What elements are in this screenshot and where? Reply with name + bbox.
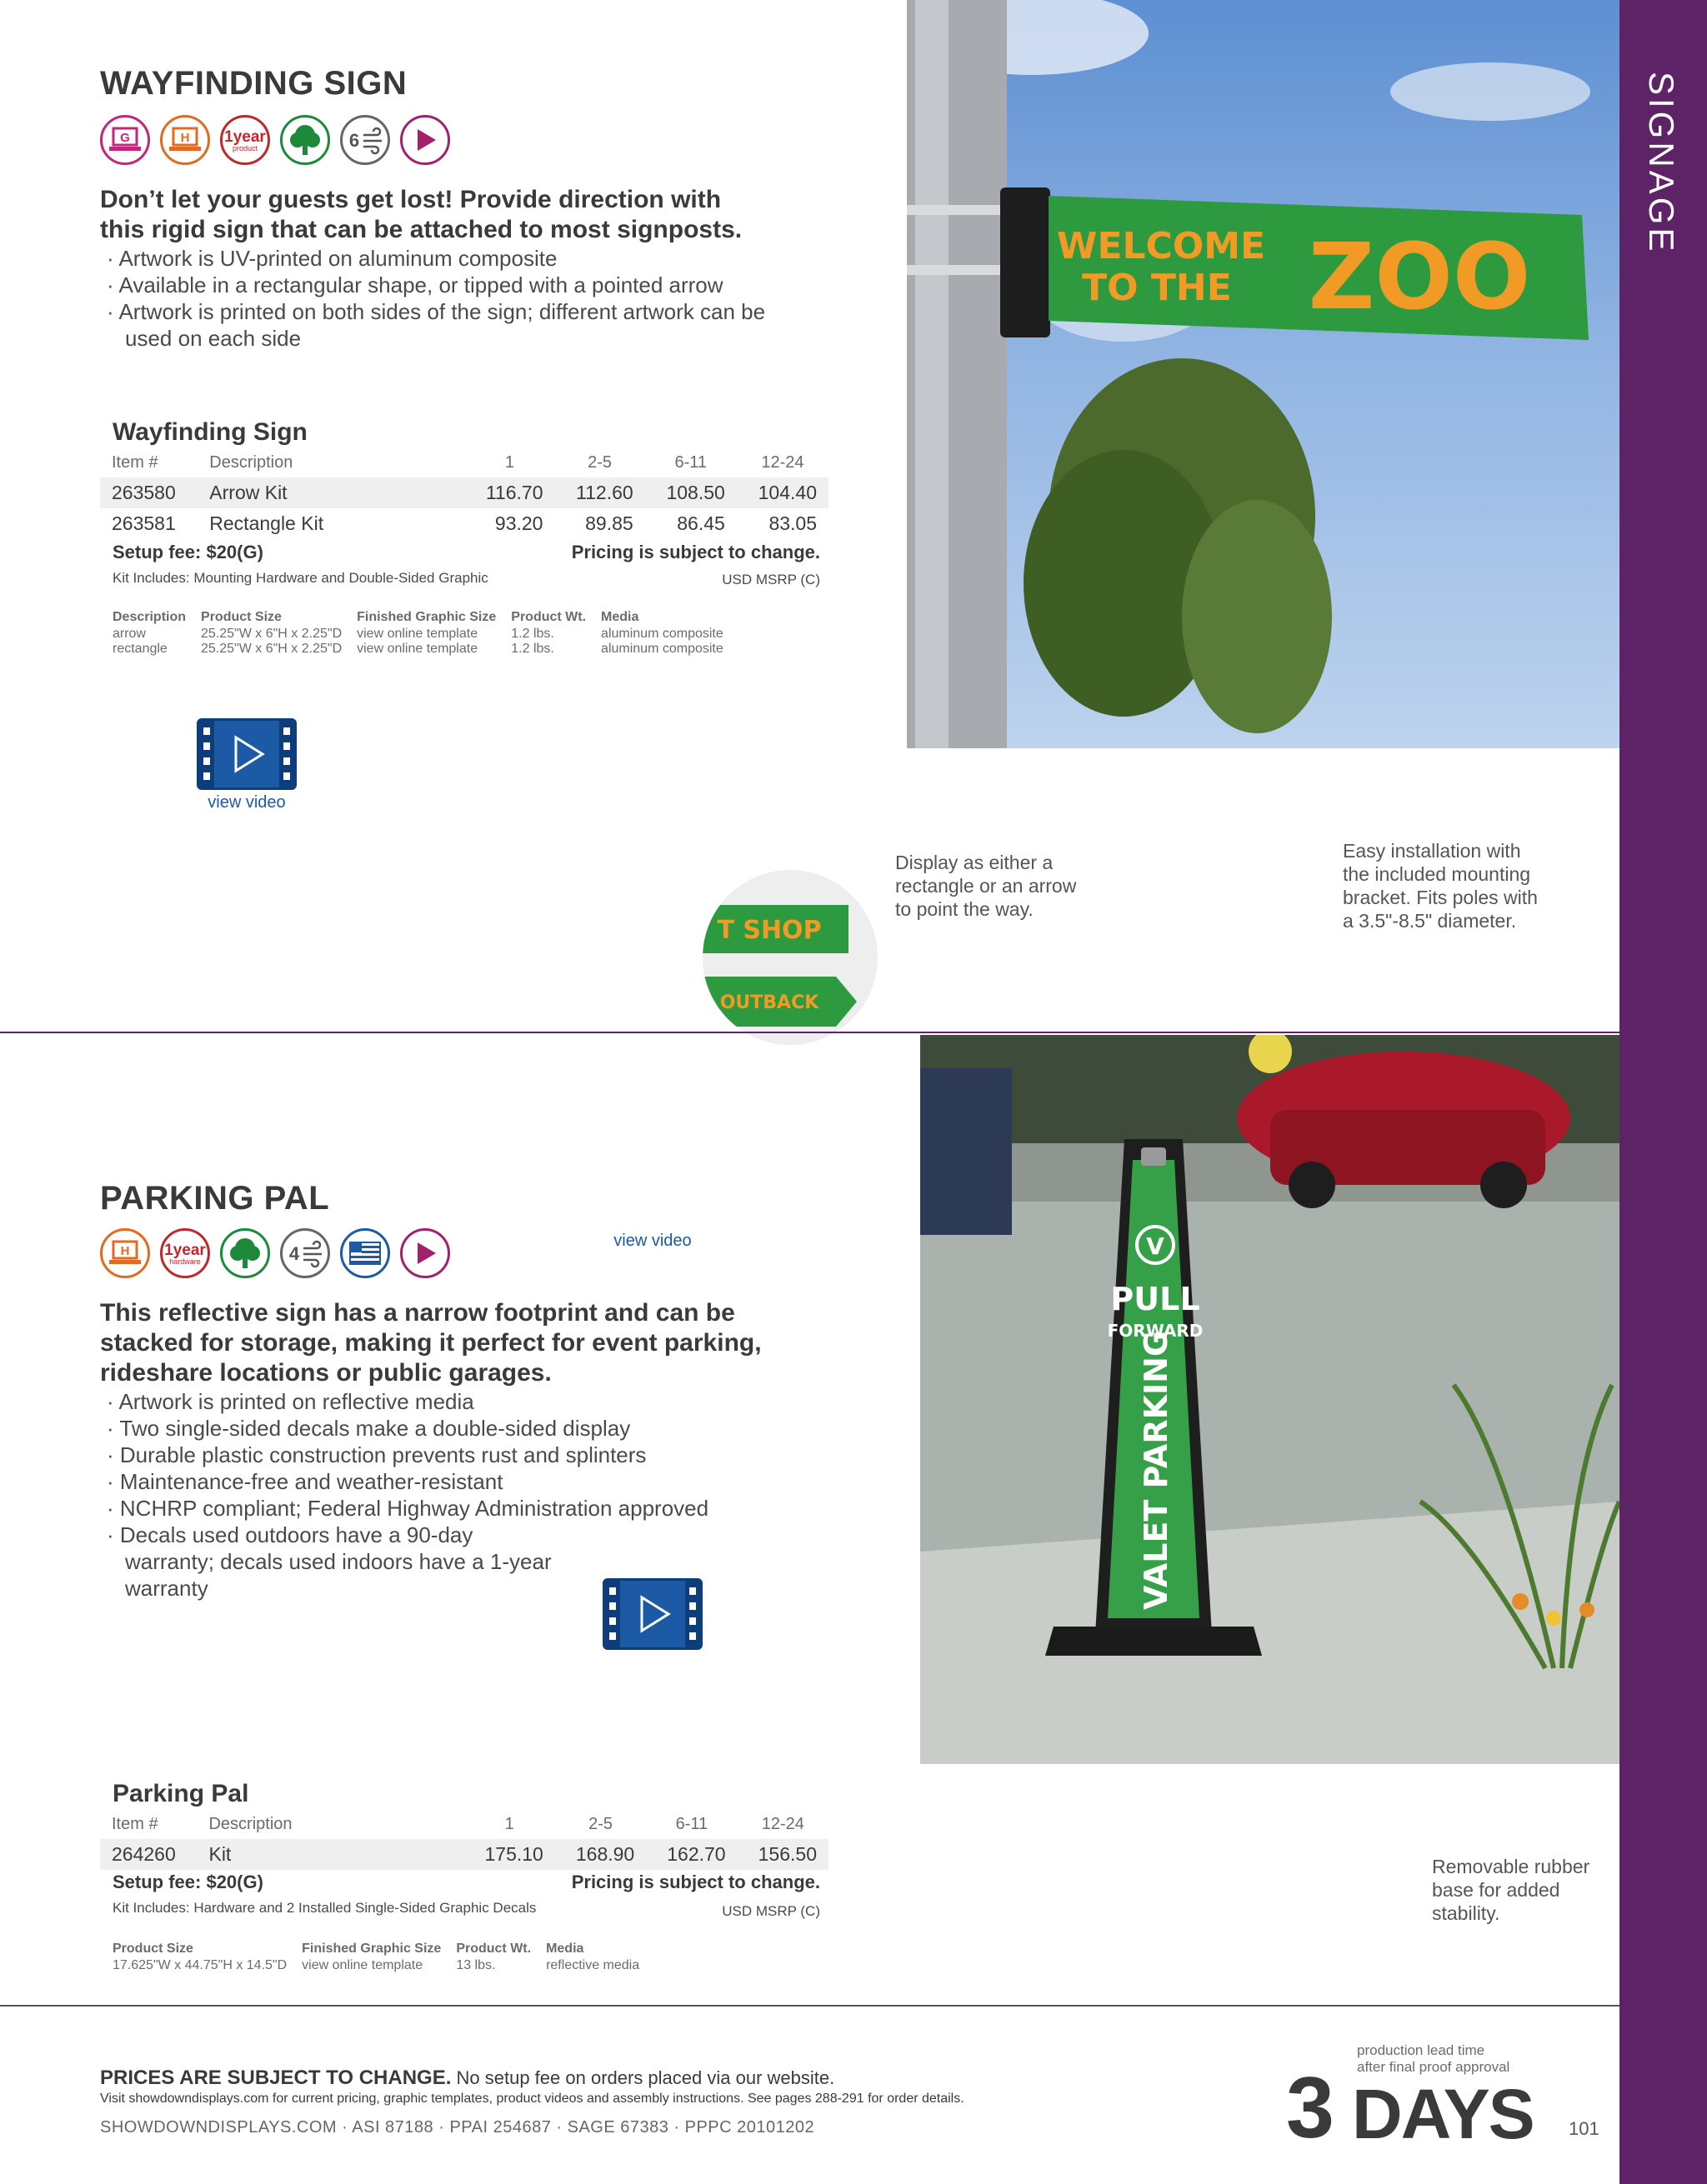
bullet-item: · Available in a rectangular shape, or tipped with a pointed arrow <box>100 272 767 298</box>
table-header-row <box>100 450 828 477</box>
col-item: Item # <box>112 453 158 472</box>
spec-col: Media <box>601 610 639 624</box>
cell: 86.45 <box>677 512 725 534</box>
parking-setup-fee: Setup fee: $20(G) <box>113 1872 263 1892</box>
spec-col: Product Wt. <box>456 1942 532 1956</box>
spec-cell: view online template <box>302 1958 423 1972</box>
cell: 108.50 <box>645 477 737 508</box>
footer-headline <box>100 2067 834 2090</box>
bullet-item: · Maintenance-free and weather-resistant <box>100 1468 783 1495</box>
tree-icon <box>220 1228 270 1278</box>
parking-currency: USD MSRP (C) <box>722 1903 820 1919</box>
rubber-base-caption: Removable rubber base for added stability. <box>1432 1856 1590 1924</box>
table-row <box>100 508 828 539</box>
bullet-item: · Artwork is printed on reflective media <box>100 1388 783 1415</box>
spec-col: Product Wt. <box>511 610 587 624</box>
bullet-item: · Durable plastic construction prevents rust and splinters <box>100 1442 783 1468</box>
cell: 175.10 <box>463 1839 554 1870</box>
cell: 89.85 <box>585 512 633 534</box>
spec-col: Finished Graphic Size <box>302 1942 442 1956</box>
parking-pricing-note: Pricing is subject to change. <box>571 1872 820 1892</box>
wayfinding-video-button[interactable] <box>197 718 297 790</box>
spec-row <box>113 627 738 642</box>
cell: 263581 <box>112 512 176 534</box>
spec-cell: 1.2 lbs. <box>511 627 554 641</box>
lead-time-word: DAYS <box>1352 2075 1534 2153</box>
cell: 156.50 <box>738 1839 828 1870</box>
spec-cell: aluminum composite <box>601 627 723 641</box>
h-laptop-icon <box>160 115 210 165</box>
spec-col: Description <box>113 610 187 624</box>
wind-6-icon <box>340 115 390 165</box>
svg-text:6: 6 <box>348 130 360 151</box>
col-qty-2-5: 2-5 <box>588 453 613 472</box>
lead-time-number: 3 <box>1286 2060 1334 2157</box>
cell: Rectangle Kit <box>209 512 324 534</box>
spec-cell: aluminum composite <box>601 642 723 656</box>
spec-cell: 13 lbs. <box>456 1958 496 1972</box>
lead-time-line: production lead time <box>1357 2042 1485 2058</box>
cell: 116.70 <box>464 477 554 508</box>
cell: 162.70 <box>646 1839 737 1870</box>
spec-col: Finished Graphic Size <box>357 610 497 624</box>
svg-text:T SHOP: T SHOP <box>717 916 822 945</box>
col-qty-1: 1 <box>504 1815 514 1833</box>
footer-sub: Visit showdowndisplays.com for current pricing, graphic templates, product videos and assembly instructions. See pages 288-291 for order details. <box>100 2092 964 2106</box>
spec-header-row <box>113 610 738 627</box>
spec-header-row <box>113 1942 654 1958</box>
side-band <box>1619 0 1707 2184</box>
lead-time-line: after final proof approval <box>1357 2059 1510 2075</box>
spec-col: Product Size <box>113 1942 193 1956</box>
footer-headline-bold: PRICES ARE SUBJECT TO CHANGE. <box>100 2067 452 2089</box>
spec-col: Media <box>546 1942 584 1956</box>
wayfinding-kit-includes: Kit Includes: Mounting Hardware and Double-Sided Graphic <box>113 570 488 586</box>
parking-video-label[interactable]: view video <box>613 1232 692 1250</box>
cell: 112.60 <box>554 477 644 508</box>
one-year-hardware-icon <box>160 1228 210 1278</box>
col-item: Item # <box>112 1815 158 1833</box>
table-row <box>100 1839 828 1870</box>
cell: 93.20 <box>494 512 543 534</box>
wayfinding-badge-row <box>100 115 450 165</box>
svg-text:V: V <box>1146 1232 1164 1260</box>
parking-price-table <box>100 1812 828 1870</box>
parking-title: PARKING PAL <box>100 1180 330 1217</box>
spec-col: Product Size <box>201 610 282 624</box>
svg-text:1year: 1year <box>224 128 266 146</box>
footer-ids: SHOWDOWNDISPLAYS.COM · ASI 87188 · PPAI 254687 · SAGE 67383 · PPPC 20101202 <box>100 2118 815 2137</box>
spec-cell: 17.625"W x 44.75"H x 14.5"D <box>113 1958 288 1972</box>
h-laptop-icon <box>100 1228 150 1278</box>
svg-text:product: product <box>232 144 258 152</box>
svg-text:TO THE: TO THE <box>1082 267 1232 309</box>
spec-cell: 1.2 lbs. <box>511 642 554 656</box>
cell: 83.05 <box>768 512 817 534</box>
wayfinding-setup-fee: Setup fee: $20(G) <box>113 542 263 562</box>
wind-4-icon <box>280 1228 330 1278</box>
spec-cell: 25.25"W x 6"H x 2.25"D <box>201 642 343 656</box>
svg-text:WELCOME: WELCOME <box>1056 225 1266 267</box>
wayfinding-video-label[interactable]: view video <box>208 793 286 812</box>
wayfinding-bullets <box>100 245 767 352</box>
spec-row <box>113 642 738 657</box>
col-description: Description <box>208 1815 293 1833</box>
usa-flag-icon <box>340 1228 390 1278</box>
col-qty-2-5: 2-5 <box>588 1815 613 1833</box>
parking-kit-includes: Kit Includes: Hardware and 2 Installed Single-Sided Graphic Decals <box>113 1900 537 1916</box>
side-band-label: SIGNAGE <box>1642 72 1681 255</box>
wayfinding-price-table <box>100 450 828 539</box>
footer-divider <box>0 2005 1619 2007</box>
table-header-row <box>100 1812 828 1839</box>
g-laptop-icon <box>100 115 150 165</box>
parking-photo <box>920 1035 1619 1764</box>
bullet-item: · Artwork is UV-printed on aluminum composite <box>100 245 767 272</box>
play-icon[interactable] <box>400 115 450 165</box>
parking-bullets <box>100 1388 783 1602</box>
spec-cell: reflective media <box>546 1958 640 1972</box>
bullet-item: · Two single-sided decals make a double-sided display <box>100 1415 783 1442</box>
mounting-bracket-caption: Easy installation with the included mounting bracket. Fits poles with a 3.5"-8.5" diameter. <box>1343 840 1538 932</box>
one-year-product-icon <box>220 115 270 165</box>
svg-text:1year: 1year <box>164 1242 206 1259</box>
parking-table-title: Parking Pal <box>113 1780 249 1807</box>
spec-cell: view online template <box>357 642 478 656</box>
col-qty-12-24: 12-24 <box>761 1815 804 1833</box>
svg-text:hardware: hardware <box>169 1257 201 1266</box>
cell: 104.40 <box>737 477 828 508</box>
section-divider <box>0 1032 1619 1033</box>
spec-cell: 25.25"W x 6"H x 2.25"D <box>201 627 343 641</box>
footer-headline-rest: No setup fee on orders placed via our website. <box>451 2067 835 2088</box>
arrow-rectangle-caption: Display as either a rectangle or an arrow to point the way. <box>895 852 1077 920</box>
wayfinding-table-title: Wayfinding Sign <box>113 418 308 446</box>
col-qty-6-11: 6-11 <box>675 1815 708 1833</box>
cell: Arrow Kit <box>198 477 464 508</box>
svg-text:FORWARD: FORWARD <box>1107 1321 1204 1341</box>
svg-text:H: H <box>180 131 190 145</box>
spec-row <box>113 1958 654 1973</box>
spec-cell: rectangle <box>113 642 168 656</box>
parking-badge-row <box>100 1228 450 1278</box>
svg-text:OUTBACK: OUTBACK <box>719 992 819 1013</box>
play-icon[interactable] <box>400 1228 450 1278</box>
bullet-item: · NCHRP compliant; Federal Highway Administration approved <box>100 1495 783 1522</box>
svg-text:VALET PARKING: VALET PARKING <box>1138 1330 1174 1610</box>
cell: 264260 <box>100 1839 197 1870</box>
spec-cell: arrow <box>113 627 147 641</box>
cell: 168.90 <box>555 1839 646 1870</box>
cell: Kit <box>197 1839 463 1870</box>
bullet-item: · Decals used outdoors have a 90-day warranty; decals used indoors have a 1-year warranty <box>100 1522 567 1602</box>
wayfinding-spec-table <box>113 610 738 657</box>
table-row <box>100 477 828 508</box>
lead-time-caption <box>1357 2042 1509 2076</box>
spec-cell: view online template <box>357 627 478 641</box>
page-number: 101 <box>1569 2118 1599 2139</box>
wayfinding-pricing-note: Pricing is subject to change. <box>571 542 820 562</box>
tree-icon <box>280 115 330 165</box>
arrow-rectangle-inset <box>703 870 878 1045</box>
parking-lead: This reflective sign has a narrow footprint and can be stacked for storage, making it perfect for event parking, rideshare locations or public garages. <box>100 1299 762 1387</box>
bullet-item: · Artwork is printed on both sides of the sign; different artwork can be used on each side <box>100 298 767 352</box>
parking-spec-table <box>113 1942 654 1973</box>
cell: 263580 <box>100 477 198 508</box>
col-qty-12-24: 12-24 <box>761 453 804 472</box>
wayfinding-lead: Don’t let your guests get lost! Provide direction with this rigid sign that can be attached to most signposts. <box>100 186 743 243</box>
svg-text:ZOO: ZOO <box>1308 223 1531 330</box>
wayfinding-photo <box>907 0 1619 748</box>
svg-text:PULL: PULL <box>1110 1281 1200 1317</box>
video-film-icon <box>199 721 294 787</box>
col-qty-1: 1 <box>504 453 514 472</box>
wayfinding-title: WAYFINDING SIGN <box>100 65 408 102</box>
svg-text:H: H <box>120 1244 130 1258</box>
col-qty-6-11: 6-11 <box>674 453 708 472</box>
col-description: Description <box>209 453 293 472</box>
svg-text:G: G <box>120 131 130 145</box>
svg-text:4: 4 <box>288 1243 300 1264</box>
wayfinding-currency: USD MSRP (C) <box>722 572 820 587</box>
